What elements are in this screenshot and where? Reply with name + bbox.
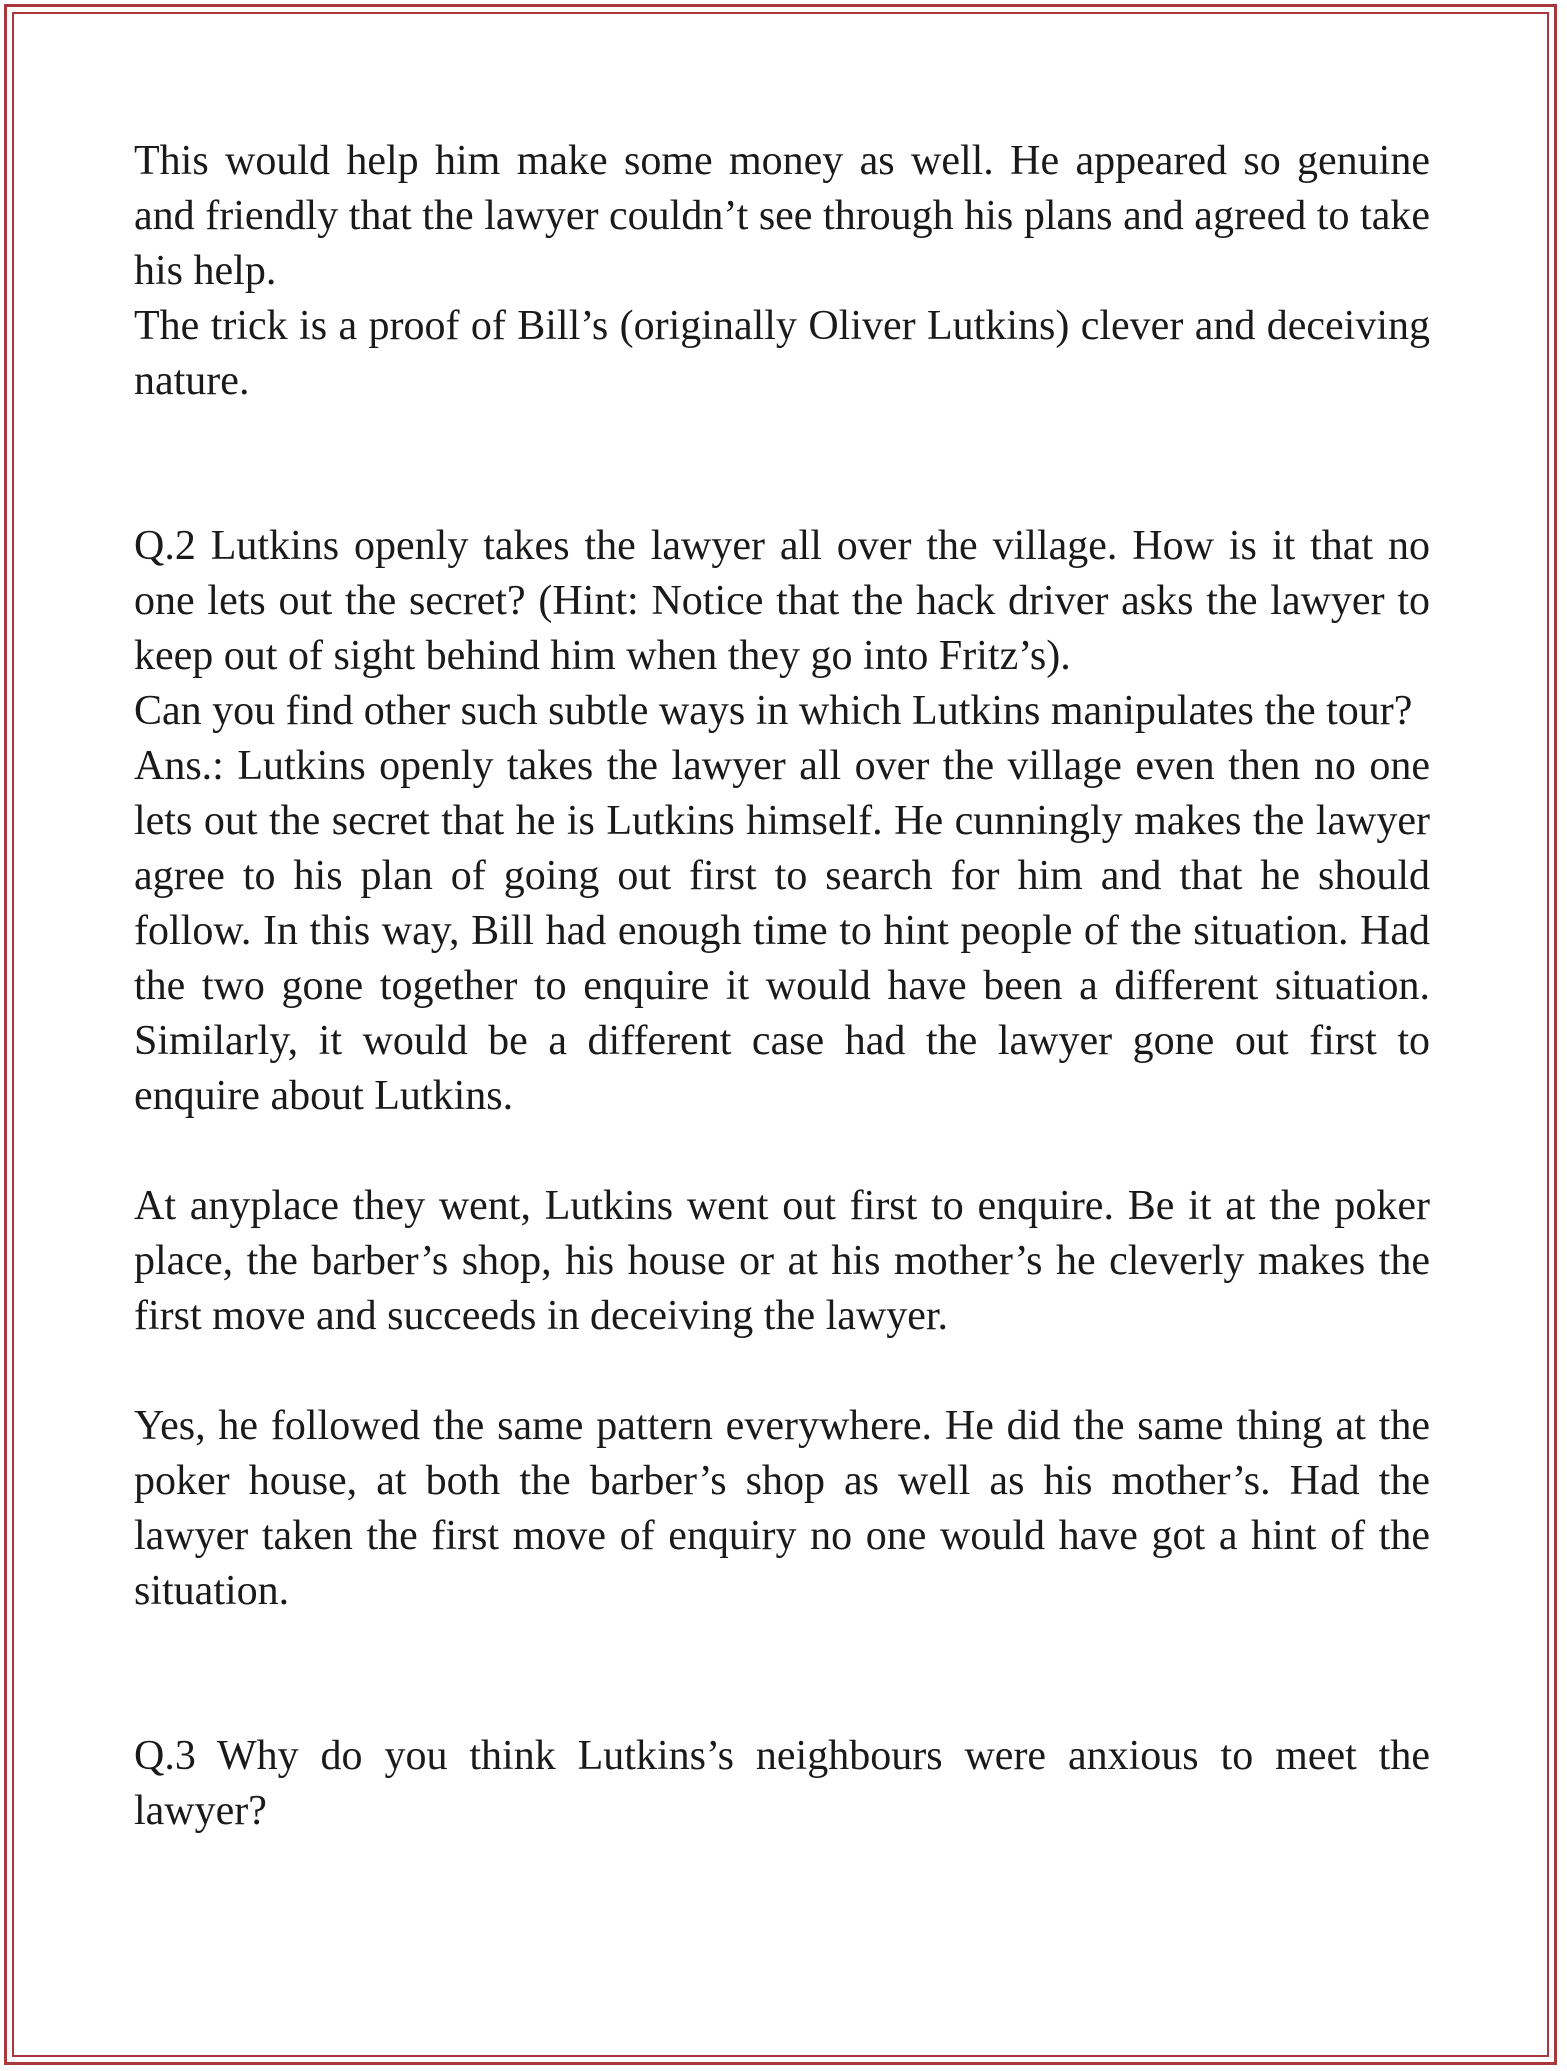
spacer — [134, 1124, 1430, 1179]
intro-paragraph-1: This would help him make some money as well. He appeared so genuine and friendly that the lawyer couldn’t see through his plans and agreed to take his help. — [134, 138, 1430, 294]
q3-question: Q.3 Why do you think Lutkins’s neighbours were anxious to meet the lawyer? — [134, 1733, 1430, 1834]
q2-question-followup: Can you find other such subtle ways in which Lutkins manipulates the tour? — [134, 688, 1413, 734]
document-body — [134, 134, 1430, 1839]
q2-question: Q.2 Lutkins openly takes the lawyer all over the village. How is it that no one lets out the secret? (Hint: Notice that the hack driver asks the lawyer to keep out of sight behind him when they go into Fritz’s). — [134, 523, 1430, 679]
spacer — [134, 409, 1430, 519]
spacer — [134, 1344, 1430, 1399]
q2-answer: Ans.: Lutkins openly takes the lawyer all over the village even then no one lets out the secret that he is Lutkins himself. He cunningly makes the lawyer agree to his plan of going out first to search for him and that he should follow. In this way, Bill had enough time to hint people of the situation. Had the two gone together to enquire it would have been a different situation. Similarly, it would be a different case had the lawyer gone out first to enquire about Lutkins. — [134, 743, 1430, 1119]
q2-answer-paragraph-2: At anyplace they went, Lutkins went out first to enquire. Be it at the poker place, the barber’s shop, his house or at his mother’s he cleverly makes the first move and succeeds in deceiving the lawyer. — [134, 1183, 1430, 1339]
intro-paragraph-2: The trick is a proof of Bill’s (originally Oliver Lutkins) clever and deceiving nature. — [134, 303, 1430, 404]
q2-answer-paragraph-3: Yes, he followed the same pattern everywhere. He did the same thing at the poker house, at both the barber’s shop as well as his mother’s. Had the lawyer taken the first move of enquiry no one would have got a hint of the situation. — [134, 1403, 1430, 1614]
spacer — [134, 1619, 1430, 1729]
